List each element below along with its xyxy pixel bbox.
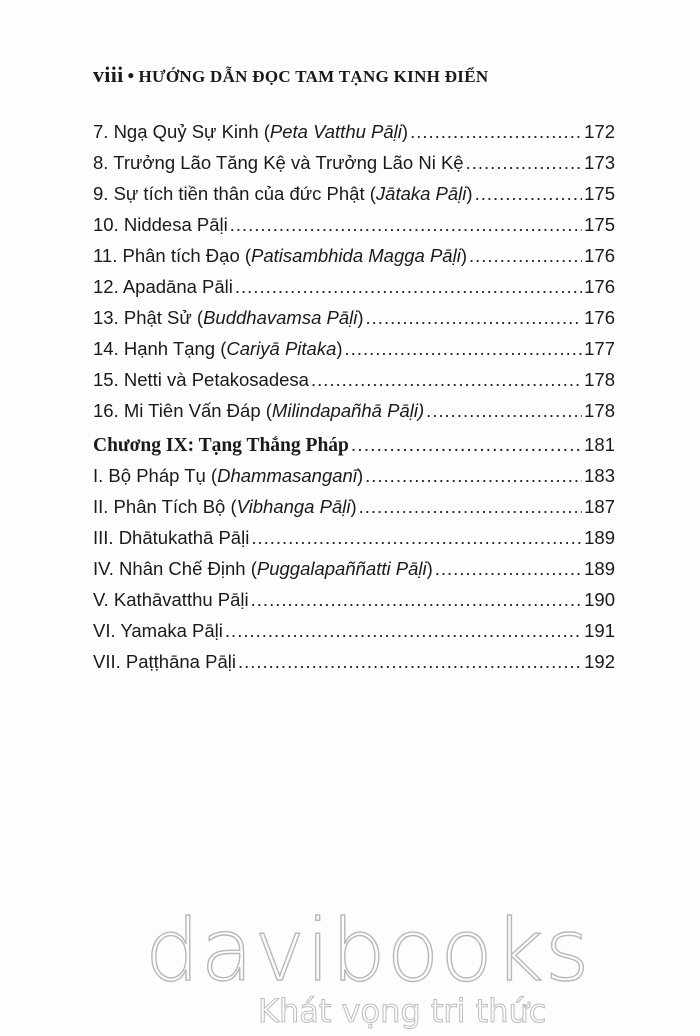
toc-page-number: 172	[584, 121, 615, 142]
toc-entry	[93, 615, 615, 646]
toc-page-number: 178	[584, 369, 615, 390]
toc-title-text: 7. Ngạ Quỷ Sự Kinh (	[93, 121, 270, 142]
toc-page-number: 189	[584, 558, 615, 579]
toc-title-pali: Puggalapaññatti Pāḷi	[256, 558, 427, 579]
toc-title-pali: Patisambhida Magga Pāḷi	[251, 245, 461, 266]
toc-title-text: 15. Netti và Petakosadesa	[93, 369, 309, 390]
toc-entry	[93, 460, 615, 491]
dot-leader	[251, 522, 582, 553]
header-book-title: HƯỚNG DẪN ĐỌC TAM TẠNG KINH ĐIỂN	[138, 67, 489, 86]
toc-title-text: 9. Sự tích tiền thân của đức Phật (	[93, 183, 376, 204]
toc-page-number: 191	[584, 620, 615, 641]
toc-title-text: 11. Phân tích Đạo (	[93, 245, 252, 266]
toc-page-number: 176	[584, 307, 615, 328]
toc-title-close: )	[401, 121, 409, 142]
toc-entry-title	[93, 271, 233, 302]
toc-entry-title	[93, 584, 249, 615]
toc-page-number: 192	[584, 651, 615, 672]
toc-entry	[93, 178, 615, 209]
toc-entry-title	[93, 460, 363, 491]
dot-leader	[426, 395, 582, 426]
toc-title-close: )	[356, 465, 364, 486]
toc-title-close: )	[466, 183, 473, 204]
toc-entry-title	[93, 116, 408, 147]
watermark-brand: davibooks	[145, 901, 591, 1001]
toc-entry	[93, 522, 615, 553]
toc-entry-title	[93, 646, 236, 677]
toc-entry-title	[93, 333, 343, 364]
toc-entry-title	[93, 240, 467, 271]
dot-leader	[475, 178, 583, 209]
toc-title-text: 14. Hạnh Tạng (	[93, 338, 227, 359]
dot-leader	[366, 302, 583, 333]
toc-entry	[93, 116, 615, 147]
toc-title-text: V. Kathāvatthu Pāḷi	[93, 589, 249, 610]
toc-entry-title	[93, 364, 309, 395]
dot-leader	[235, 271, 582, 302]
toc-title-text: 8. Trưởng Lão Tăng Kệ và Trưởng Lão Ni Kệ	[93, 152, 464, 173]
toc-entry	[93, 147, 615, 178]
watermark-tagline: Khát vọng tri thức	[258, 992, 547, 1030]
toc-page-number: 183	[584, 465, 615, 486]
toc-entry	[93, 333, 615, 364]
toc-title-text: 16. Mi Tiên Vấn Đáp (	[93, 400, 272, 421]
toc-title-text: VII. Paṭṭhāna Pāḷi	[93, 651, 236, 672]
toc-entry-title	[93, 209, 228, 240]
toc-entry-title	[93, 430, 349, 461]
toc-entry	[93, 395, 615, 426]
dot-leader	[345, 333, 583, 364]
toc-entry	[93, 271, 615, 302]
toc-title-pali: Dhammasanganī	[217, 465, 357, 486]
dot-leader	[230, 209, 582, 240]
dot-leader	[365, 460, 582, 491]
toc-entry	[93, 302, 615, 333]
toc-title-text: 13. Phật Sử (	[93, 307, 204, 328]
toc-chapter-heading	[93, 429, 615, 460]
toc-title-close: )	[336, 338, 343, 359]
toc-title-pali: Cariyā Pitaka	[226, 338, 337, 359]
toc-page-number: 177	[584, 338, 615, 359]
toc-entry	[93, 209, 615, 240]
dot-leader	[225, 615, 582, 646]
header-separator: •	[127, 66, 135, 87]
toc-page-number: 178	[584, 400, 615, 421]
toc-entry-title	[93, 395, 424, 426]
dot-leader	[469, 240, 582, 271]
header-page-number: viii	[93, 62, 124, 87]
toc-title-pali: Jātaka Pāḷi	[375, 183, 467, 204]
toc-entry	[93, 240, 615, 271]
toc-entry-title	[93, 302, 364, 333]
toc-entry-title	[93, 178, 473, 209]
toc-title-text: 10. Niddesa Pāḷi	[93, 214, 228, 235]
toc-title-close: )	[426, 558, 433, 579]
toc-page-number: 181	[584, 434, 615, 455]
dot-leader	[351, 430, 582, 461]
toc-page-number: 187	[584, 496, 615, 517]
toc-title-text: III. Dhātukathā Pāḷi	[93, 527, 250, 548]
toc-title-close: )	[460, 245, 467, 266]
toc-entry-title	[93, 147, 464, 178]
toc-page-number: 176	[584, 276, 615, 297]
dot-leader	[311, 364, 582, 395]
toc-page-number: 190	[584, 589, 615, 610]
toc-title-text: I. Bộ Pháp Tụ (	[93, 465, 218, 486]
toc-entry-title	[93, 491, 357, 522]
toc-entry	[93, 646, 615, 677]
table-of-contents	[93, 116, 615, 677]
dot-leader	[466, 147, 583, 178]
toc-page-number: 176	[584, 245, 615, 266]
dot-leader	[435, 553, 582, 584]
toc-title-text: VI. Yamaka Pāḷi	[93, 620, 223, 641]
dot-leader	[359, 491, 582, 522]
toc-page-number: 173	[584, 152, 615, 173]
toc-entry	[93, 364, 615, 395]
toc-title-close: )	[357, 307, 364, 328]
toc-title-pali: Milindapañhā Pāḷi)	[271, 400, 425, 421]
toc-title-text: Chương IX: Tạng Thắng Pháp	[93, 435, 349, 456]
toc-page-number: 175	[584, 214, 615, 235]
toc-title-text: 12. Apadāna Pāli	[93, 276, 233, 297]
toc-entry	[93, 584, 615, 615]
toc-entry-title	[93, 522, 249, 553]
toc-page-number: 189	[584, 527, 615, 548]
dot-leader	[238, 646, 582, 677]
toc-entry-title	[93, 553, 433, 584]
toc-title-pali: Peta Vatthu Pāḷi	[269, 121, 402, 142]
toc-title-pali: Vibhanga Pāḷi	[236, 496, 351, 517]
dot-leader	[251, 584, 582, 615]
toc-entry	[93, 491, 615, 522]
toc-entry-title	[93, 615, 223, 646]
toc-page-number: 175	[584, 183, 615, 204]
running-header	[93, 62, 488, 88]
toc-title-close: )	[350, 496, 357, 517]
toc-title-text: IV. Nhân Chế Định (	[93, 558, 257, 579]
dot-leader	[410, 116, 582, 147]
toc-entry	[93, 553, 615, 584]
toc-title-text: II. Phân Tích Bộ (	[93, 496, 237, 517]
toc-title-pali: Buddhavamsa Pāḷi	[203, 307, 358, 328]
